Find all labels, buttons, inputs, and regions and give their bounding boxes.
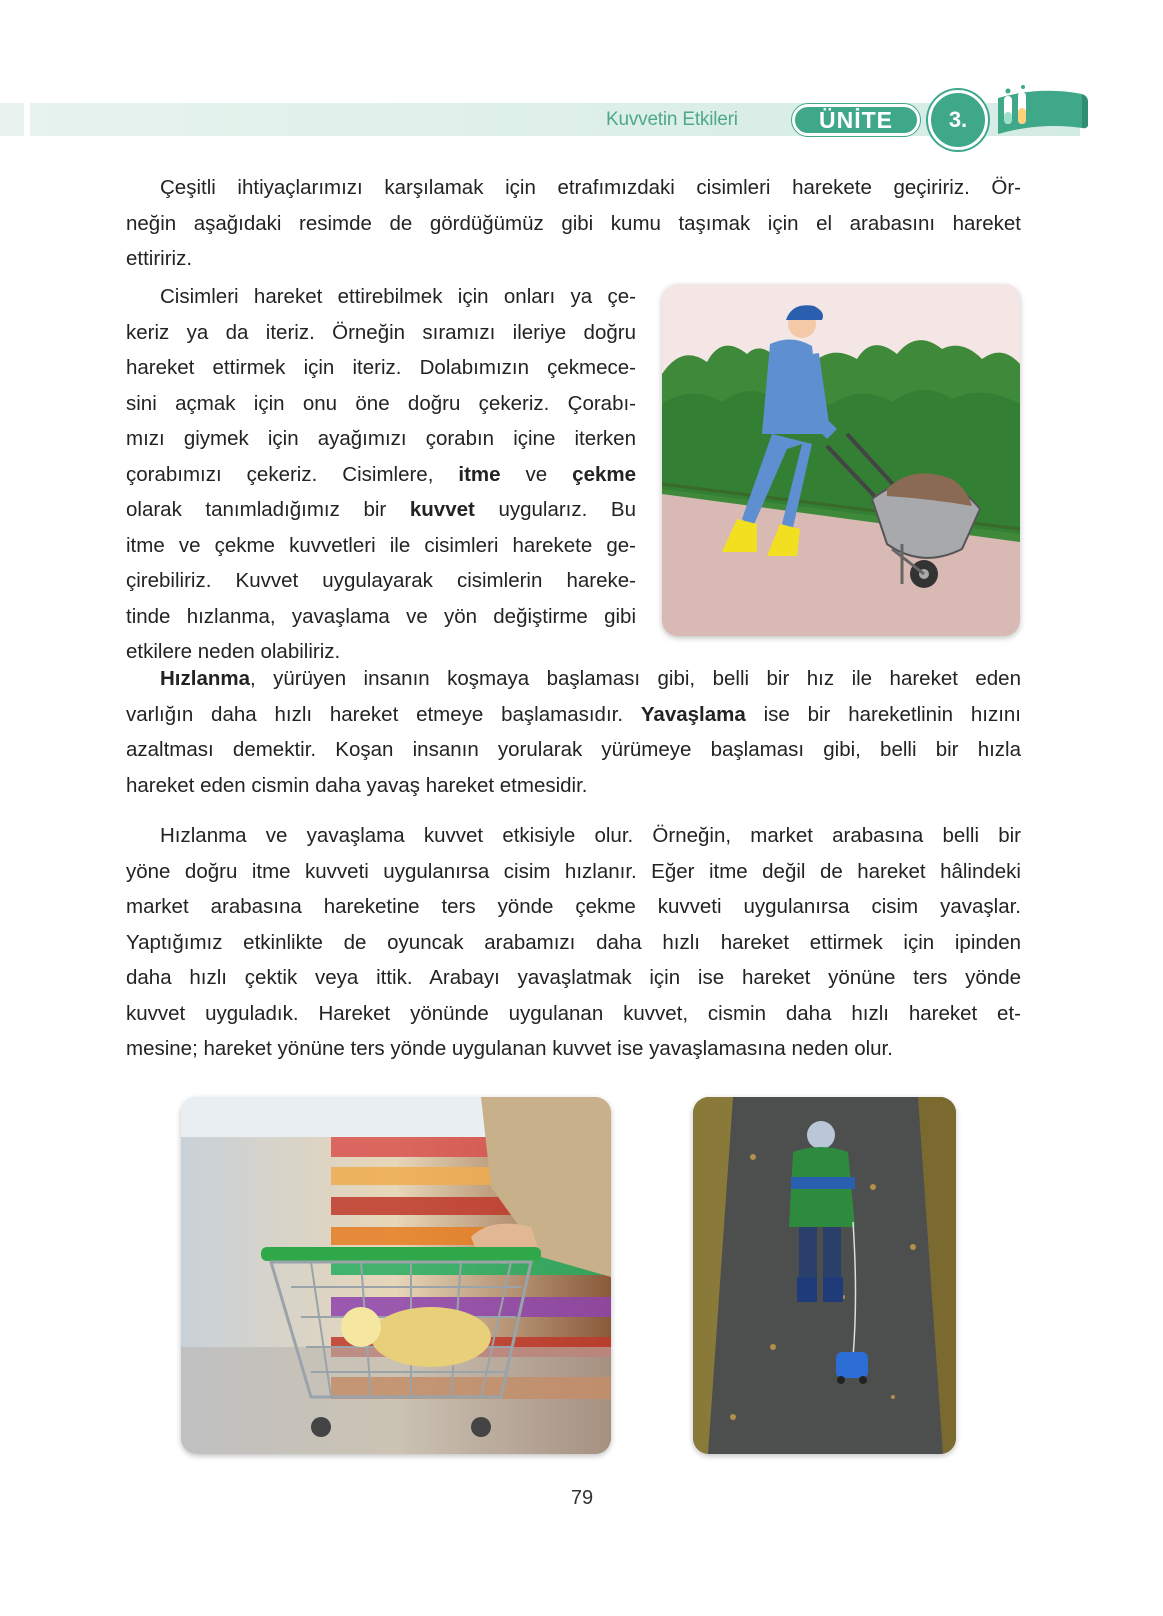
text-line: mızı giymek için ayağımızı çorabın içine iterken bbox=[126, 427, 636, 450]
paragraph-force-effects bbox=[126, 818, 1021, 1067]
text-line: yöne doğru itme kuvveti uygulanırsa cisim hızlanır. Eğer itme değil de hareket hâlindeki bbox=[126, 859, 1021, 883]
term-itme: itme bbox=[458, 462, 501, 486]
term-hizlanma: Hızlanma bbox=[160, 667, 250, 690]
paragraph-push-pull bbox=[126, 279, 636, 670]
text-line: varlığın daha hızlı hareket etmeye başlamasıdır. Yavaşlama ise bir hareketlinin hızını bbox=[126, 702, 1021, 726]
text-line: market arabasına hareketine ters yönde çekme kuvveti uygulanırsa cisim yavaşlar. bbox=[126, 895, 1021, 918]
text-line: çirebiliriz. Kuvvet uygulayarak cisimlerin hareke- bbox=[126, 569, 636, 592]
section-title: Kuvvetin Etkileri bbox=[606, 109, 738, 130]
page-number: 79 bbox=[570, 1487, 594, 1509]
term-kuvvet: kuvvet bbox=[409, 498, 475, 521]
text-line: olarak tanımladığımız bir kuvvet uygularız. Bu bbox=[126, 498, 636, 521]
text-line: Yaptığımız etkinlikte de oyuncak arabamızı daha hızlı hareket ettirmek için ipinden bbox=[126, 930, 1021, 954]
term-yavaslama: Yavaşlama bbox=[640, 702, 746, 726]
text-line: keriz ya da iteriz. Örneğin sıramızı ileriye doğru bbox=[126, 320, 636, 344]
text-line: azaltması demektir. Koşan insanın yorularak yürümeye başlaması gibi, belli bir hızla bbox=[126, 738, 1021, 761]
text-line: itme ve çekme kuvvetleri ile cisimleri harekete ge- bbox=[126, 533, 636, 557]
text-line: kuvvet uyguladık. Hareket yönünde uygulanan kuvvet, cismin daha hızlı hareket et- bbox=[126, 1001, 1021, 1025]
shopping-cart-photo bbox=[181, 1097, 611, 1454]
unit-number-badge: 3. bbox=[928, 90, 988, 150]
text-line: Hızlanma ve yavaşlama kuvvet etkisiyle olur. Örneğin, market arabasına belli bir bbox=[160, 824, 1021, 847]
text-line: Çeşitli ihtiyaçlarımızı karşılamak için etrafımızdaki cisimleri harekete geçiririz. Ör- bbox=[160, 176, 1021, 199]
child-pulling-toy-car-photo bbox=[693, 1097, 956, 1454]
paragraph-acceleration bbox=[126, 661, 1021, 803]
wheelbarrow-illustration bbox=[662, 284, 1020, 636]
unit-label-badge: ÜNİTE bbox=[792, 104, 920, 136]
text-line: tinde hızlanma, yavaşlama ve yön değiştirme gibi bbox=[126, 604, 636, 628]
text-line: çorabımızı çekeriz. Cisimlere, itme ve çekme bbox=[126, 462, 637, 486]
text-line: hareket eden cismin daha yavaş hareket etmesidir. bbox=[126, 773, 588, 797]
text-line: hareket ettirmek için iteriz. Dolabımızın çekmece- bbox=[126, 356, 636, 379]
text-line: Cisimleri hareket ettirebilmek için onları ya çe- bbox=[160, 285, 636, 308]
text-line: sini açmak için onu öne doğru çekeriz. Çorabı- bbox=[126, 391, 636, 415]
text-line: etkilere neden olabiliriz. bbox=[126, 640, 341, 663]
text-line: mesine; hareket yönüne ters yönde uygulanan kuvvet ise yavaşlamasına neden olur. bbox=[126, 1037, 893, 1060]
text-line: Hızlanma, yürüyen insanın koşmaya başlaması gibi, belli bir hız ile hareket eden bbox=[160, 667, 1021, 690]
term-cekme: çekme bbox=[572, 462, 637, 486]
test-tubes-icon bbox=[990, 82, 1090, 142]
paragraph-intro bbox=[126, 170, 1021, 277]
text-line: daha hızlı çektik veya ittik. Arabayı yavaşlatmak için ise hareket yönüne ters yönde bbox=[126, 966, 1021, 989]
text-line: ettiririz. bbox=[126, 247, 193, 270]
text-line: neğin aşağıdaki resimde de gördüğümüz gibi kumu taşımak için el arabasını hareket bbox=[126, 211, 1021, 235]
